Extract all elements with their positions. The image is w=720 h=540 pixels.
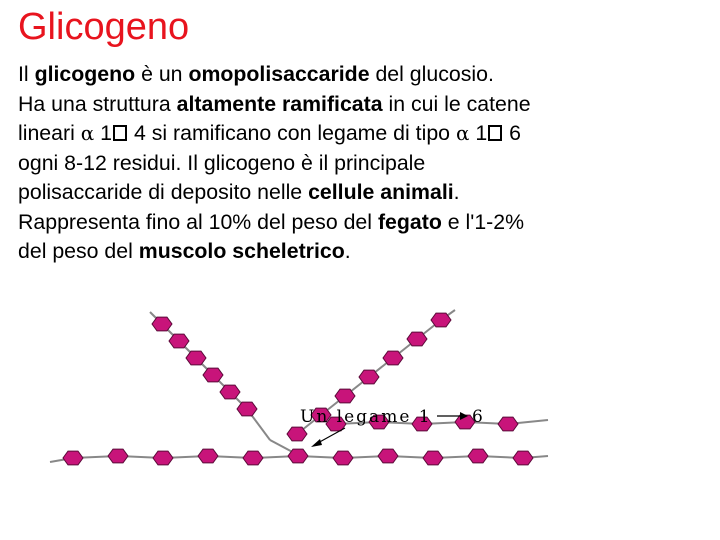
glucose-residue-icon (63, 451, 83, 465)
glucose-residue-icon (335, 389, 355, 403)
glucose-residue-icon (423, 451, 443, 465)
glucose-residue-icon (378, 449, 398, 463)
glucose-residue-icon (513, 451, 533, 465)
glucose-residue-icon (468, 449, 488, 463)
slide-body (18, 60, 708, 267)
glucose-residue-icon (152, 317, 172, 331)
term-fegato: fegato (377, 209, 442, 234)
pointer-arrowhead-icon (311, 439, 322, 447)
text-run: Il (18, 62, 35, 86)
text-run: 6 (503, 121, 521, 145)
body-line-2 (18, 90, 708, 120)
glucose-residue-icon (243, 451, 263, 465)
text-run: 1 (94, 121, 113, 145)
glucose-residue-icon (287, 427, 307, 441)
text-run: è un (135, 62, 189, 86)
term-omopolisaccaride: omopolisaccaride (188, 62, 370, 86)
glucose-residue-icon (203, 368, 223, 382)
body-line-4 (18, 149, 708, 179)
body-line-5 (18, 178, 708, 208)
text-run: Rappresenta fino al 10% del peso del (18, 209, 378, 234)
glucose-residue-icon (407, 332, 427, 346)
glucose-residue-icon (237, 402, 257, 416)
text-run: in cui le catene (382, 91, 531, 116)
alpha-symbol: α (455, 121, 470, 145)
alpha-symbol: α (80, 121, 95, 145)
text-run: . (344, 239, 351, 263)
text-run: 1 (469, 121, 488, 145)
missing-arrow-glyph-icon (113, 125, 127, 141)
text-run: Ha una struttura (18, 91, 177, 116)
term-muscolo-scheletrico: muscolo scheletrico (138, 239, 345, 263)
text-run: lineari (18, 121, 81, 145)
glucose-residue-icon (498, 417, 518, 431)
glucose-residue-icon (359, 370, 379, 384)
glycogen-branch-diagram (0, 300, 720, 540)
term-cellule-animali: cellule animali (308, 180, 454, 204)
glucose-residue-icon (153, 451, 173, 465)
text-run: . (453, 180, 460, 204)
text-run: polisaccaride di deposito nelle (18, 180, 309, 204)
annotation-label: Un legame 1 (300, 407, 432, 427)
annotation-label-end: 6 (472, 407, 485, 427)
body-line-7 (18, 237, 708, 267)
text-run: e l'1-2% (441, 209, 525, 234)
term-glicogeno: glicogeno (34, 62, 136, 86)
glucose-residue-icon (220, 385, 240, 399)
term-altamente-ramificata: altamente ramificata (176, 91, 383, 116)
slide-title: Glicogeno (18, 6, 190, 48)
glucose-residue-icon (431, 313, 451, 327)
missing-arrow-glyph-icon (488, 125, 502, 141)
text-run: del peso del (18, 239, 139, 263)
text-run: ogni 8-12 residui. Il glicogeno è il principale (18, 150, 426, 175)
glucose-residue-icon (169, 334, 189, 348)
body-line-6 (18, 208, 708, 238)
text-run: del glucosio. (369, 62, 494, 86)
glucose-residue-icon (288, 449, 308, 463)
text-run: 4 si ramificano con legame di tipo (128, 121, 456, 145)
glucose-residue-icon (333, 451, 353, 465)
glucose-residue-icon (383, 351, 403, 365)
glucose-residue-icon (198, 449, 218, 463)
glucose-residue-icon (186, 351, 206, 365)
glucose-residues (63, 313, 533, 465)
body-line-1 (18, 60, 708, 90)
body-line-3 (18, 119, 708, 149)
glucose-residue-icon (108, 449, 128, 463)
